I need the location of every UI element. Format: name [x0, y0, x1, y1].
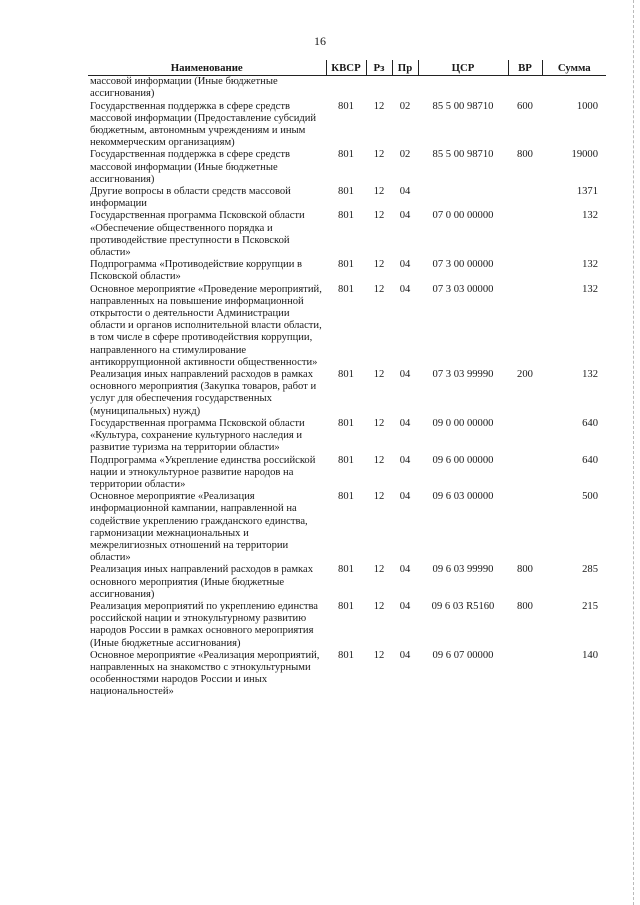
cell-pr: 04	[399, 417, 411, 429]
table-row	[88, 650, 606, 699]
cell-kvsr: 801	[338, 564, 354, 576]
cell-kvsr: 801	[338, 259, 354, 271]
cell-rz: 12	[373, 564, 385, 576]
cell-vr: 800	[517, 149, 533, 161]
cell-rz: 12	[373, 283, 385, 295]
cell-csr: 07 0 00 00000	[432, 210, 494, 222]
cell-sum: 132	[582, 259, 598, 271]
cell-rz: 12	[373, 491, 385, 503]
cell-sum: 140	[582, 649, 598, 661]
cell-sum: 640	[582, 417, 598, 429]
header-kvsr: КВСР	[326, 60, 366, 76]
cell-pr: 04	[399, 564, 411, 576]
cell-kvsr: 801	[338, 369, 354, 381]
header-vr: ВР	[508, 60, 542, 76]
table-row	[88, 259, 606, 283]
cell-kvsr: 801	[338, 600, 354, 612]
cell-kvsr: 801	[338, 417, 354, 429]
cell-vr: 800	[517, 564, 533, 576]
cell-rz: 12	[373, 649, 385, 661]
cell-sum: 132	[582, 210, 598, 222]
header-name: Наименование	[88, 60, 326, 76]
cell-name: Реализация иных направлений расходов в рамках основного мероприятия (Иные бюджетные ассигнования)	[90, 564, 314, 600]
cell-name: Основное мероприятие «Реализация мероприятий, направленных на знакомство с этнокультурными особенностями народов России и иных национальностей»	[90, 649, 320, 698]
cell-csr: 07 3 03 99990	[432, 369, 494, 381]
cell-vr: 600	[517, 100, 533, 112]
cell-pr: 04	[399, 454, 411, 466]
cell-name: Государственная программа Псковской области «Культура, сохранение культурного наследия и развитие туризма на территории области»	[90, 417, 305, 454]
table-row	[88, 149, 606, 186]
cell-csr: 09 6 03 R5160	[431, 600, 495, 612]
cell-name: Реализация мероприятий по укреплению единства российской нации и этнокультурному развитию народов России в рамках основного мероприятия (Иные бюджетные ассигнования)	[90, 600, 319, 649]
continuation-text: массовой информации (Иные бюджетные ассигнования)	[90, 76, 278, 100]
header-sum: Сумма	[542, 60, 606, 76]
cell-rz: 12	[373, 149, 385, 161]
cell-vr	[508, 455, 542, 492]
cell-sum: 19000	[571, 149, 598, 161]
cell-csr: 07 3 03 00000	[432, 283, 494, 295]
cell-pr: 04	[399, 649, 411, 661]
cell-name: Подпрограмма «Укрепление единства российской нации и этнокультурное развитие народов на территории области»	[90, 454, 316, 490]
cell-vr	[508, 418, 542, 455]
cell-name: Государственная поддержка в сфере средств массовой информации (Предоставление субсидий бюджетным, автономным учреждениям и иным некоммерческим организациям)	[90, 100, 317, 149]
page-number: 16	[314, 34, 326, 48]
cell-pr: 04	[399, 283, 411, 295]
cell-pr: 04	[399, 186, 411, 198]
cell-csr: 09 0 00 00000	[432, 417, 494, 429]
cell-pr: 04	[399, 210, 411, 222]
cell-csr: 07 3 00 00000	[432, 259, 494, 271]
cell-rz: 12	[373, 100, 385, 112]
cell-csr: 85 5 00 98710	[432, 149, 494, 161]
table-row	[88, 369, 606, 418]
cell-kvsr: 801	[338, 186, 354, 198]
scan-edge-line	[633, 0, 634, 905]
cell-sum: 132	[582, 283, 598, 295]
cell-pr: 02	[399, 100, 411, 112]
table-row	[88, 418, 606, 455]
table-row	[88, 101, 606, 150]
cell-rz: 12	[373, 186, 385, 198]
cell-name: Подпрограмма «Противодействие коррупции в Псковской области»	[90, 259, 303, 283]
cell-rz: 12	[373, 454, 385, 466]
table-row	[88, 564, 606, 601]
cell-vr	[508, 284, 542, 369]
cell-vr	[508, 650, 542, 699]
cell-csr	[418, 186, 508, 210]
header-rz: Рз	[366, 60, 392, 76]
cell-csr: 09 6 07 00000	[432, 649, 494, 661]
cell-csr: 85 5 00 98710	[432, 100, 494, 112]
cell-csr: 09 6 03 00000	[432, 491, 494, 503]
cell-name: Другие вопросы в области средств массовой информации	[90, 186, 291, 210]
cell-pr: 04	[399, 491, 411, 503]
table-row	[88, 284, 606, 369]
table-row	[88, 455, 606, 492]
table-row	[88, 491, 606, 564]
cell-sum: 500	[582, 491, 598, 503]
cell-kvsr: 801	[338, 649, 354, 661]
cell-sum: 640	[582, 454, 598, 466]
cell-sum: 132	[582, 369, 598, 381]
header-pr: Пр	[392, 60, 418, 76]
table-row	[88, 601, 606, 650]
cell-kvsr: 801	[338, 491, 354, 503]
cell-pr: 02	[399, 149, 411, 161]
cell-pr: 04	[399, 600, 411, 612]
cell-name: Государственная программа Псковской области «Обеспечение общественного порядка и противодействие преступности в Псковской области»	[90, 210, 305, 259]
cell-kvsr: 801	[338, 454, 354, 466]
cell-rz: 12	[373, 210, 385, 222]
continuation-row	[88, 76, 606, 101]
budget-table	[88, 60, 606, 699]
cell-sum: 1000	[576, 100, 598, 112]
table-body	[88, 76, 606, 699]
cell-name: Государственная поддержка в сфере средств массовой информации (Иные бюджетные ассигнования)	[90, 149, 290, 185]
table-row	[88, 210, 606, 259]
cell-rz: 12	[373, 369, 385, 381]
cell-sum: 215	[582, 600, 598, 612]
cell-vr	[508, 210, 542, 259]
cell-vr	[508, 186, 542, 210]
cell-rz: 12	[373, 600, 385, 612]
cell-kvsr: 801	[338, 283, 354, 295]
cell-kvsr: 801	[338, 100, 354, 112]
cell-pr: 04	[399, 369, 411, 381]
cell-pr: 04	[399, 259, 411, 271]
cell-csr: 09 6 00 00000	[432, 454, 494, 466]
cell-sum: 1371	[576, 186, 598, 198]
cell-name: Основное мероприятие «Проведение мероприятий, направленных на повышение информационной открытости о деятельности Администрации области и органов исполнительной власти области, в том числе в сфере противодействия коррупции, направленного на стимулирование антикоррупционной активности общественности»	[90, 283, 322, 368]
cell-kvsr: 801	[338, 210, 354, 222]
cell-csr: 09 6 03 99990	[432, 564, 494, 576]
cell-rz: 12	[373, 417, 385, 429]
cell-name: Реализация иных направлений расходов в рамках основного мероприятия (Закупка товаров, работ и услуг для обеспечения государственных (муниципальных) нужд)	[90, 369, 317, 417]
table-header-row	[88, 60, 606, 76]
cell-vr: 200	[517, 369, 533, 381]
cell-sum: 285	[582, 564, 598, 576]
cell-vr	[508, 491, 542, 564]
cell-name: Основное мероприятие «Реализация информационной кампании, направленной на содействие укреплению гражданского единства, гармонизации межнациональных и межрелигиозных отношений на территории области»	[90, 491, 308, 564]
cell-rz: 12	[373, 259, 385, 271]
table-row	[88, 186, 606, 210]
cell-vr: 800	[517, 600, 533, 612]
cell-kvsr: 801	[338, 149, 354, 161]
cell-vr	[508, 259, 542, 283]
header-csr: ЦСР	[418, 60, 508, 76]
